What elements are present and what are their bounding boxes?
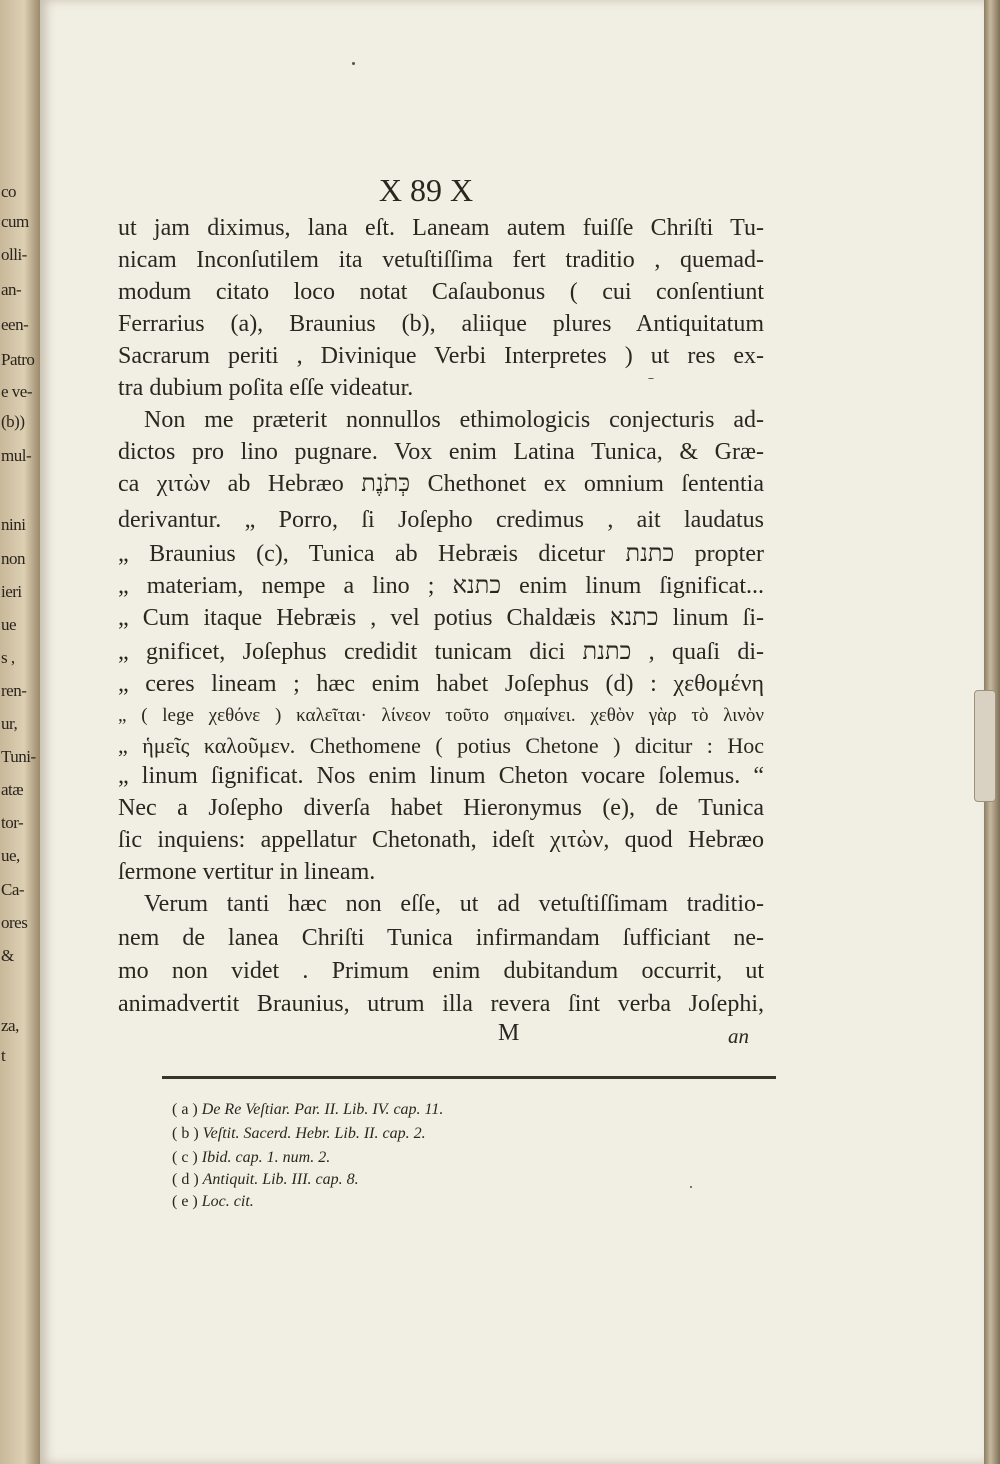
text-line: „ gnificet, Joſephus credidit tunicam dici כתנת , quaſi di- [118, 639, 764, 665]
left-fragment: t [1, 1046, 6, 1065]
text-line: derivantur. „ Porro, ſi Joſepho credimus , ait laudatus [118, 507, 764, 533]
left-fragment: ieri [1, 582, 22, 601]
text-line: „ materiam, nempe a lino ; כתנא enim linum ſignificat... [118, 573, 764, 599]
text-line: ca χιτὼν ab Hebræo כְּתֹנֶת Chethonet ex omnium ſententia [118, 471, 764, 497]
catchword: an [728, 1024, 749, 1048]
footnote [172, 1170, 732, 1190]
left-fragment: an- [1, 280, 22, 299]
footnote-mark: ( b ) [172, 1125, 199, 1142]
adjacent-page-edge [0, 0, 40, 1464]
footnote [172, 1124, 732, 1144]
text-line: „ Cum itaque Hebræis , vel potius Chaldæis כתנא linum ſi- [118, 605, 764, 631]
footnote-text: Ibid. cap. 1. num. 2. [201, 1149, 331, 1166]
left-fragment: ores [1, 913, 28, 932]
footnote-rule [162, 1076, 776, 1079]
left-fragment: Patro [1, 350, 35, 369]
text-line: ut jam diximus, lana eſt. Laneam autem fuiſſe Chriſti Tu- [118, 215, 764, 241]
footnote-text: De Re Veſtiar. Par. II. Lib. IV. cap. 11. [201, 1101, 444, 1118]
text-line: Nec a Joſepho diverſa habet Hieronymus (e), de Tunica [118, 795, 764, 821]
left-fragment: (b)) [1, 412, 25, 431]
left-fragment: olli- [1, 245, 27, 264]
footnote-mark: ( a ) [172, 1101, 198, 1118]
left-fragment: Tuni- [1, 747, 36, 766]
text-line: Ferrarius (a), Braunius (b), aliique plures Antiquitatum [118, 311, 764, 337]
ink-speck [352, 62, 355, 65]
left-fragment: e ve- [1, 382, 33, 401]
left-fragment: co [1, 182, 17, 201]
text-line: Sacrarum periti , Divinique Verbi Interpretes ) ut res ex- [118, 343, 764, 369]
footnote [172, 1100, 732, 1120]
book-page [40, 0, 984, 1464]
footnote-text: Veſtit. Sacerd. Hebr. Lib. II. cap. 2. [202, 1125, 426, 1142]
text-line: tra dubium poſita eſſe videatur. [118, 375, 414, 401]
text-line: nem de lanea Chriſti Tunica infirmandam ſufficiant ne- [118, 925, 764, 951]
left-fragment: Ca- [1, 880, 25, 899]
left-fragment: tor- [1, 813, 24, 832]
text-line: „ ἡμεῖς καλοῦμεν. Chethomene ( potius Chetone ) dicitur : Hoc [118, 733, 764, 758]
left-fragment: za, [1, 1016, 19, 1035]
footnote-mark: ( e ) [172, 1193, 198, 1210]
left-fragment: nini [1, 515, 26, 534]
left-fragment: een- [1, 315, 29, 334]
text-line: dictos pro lino pugnare. Vox enim Latina Tunica, & Græ- [118, 439, 764, 465]
text-line: Non me præterit nonnullos ethimologicis conjecturis ad- [144, 407, 764, 433]
footnote [172, 1192, 732, 1212]
text-line: „ ( lege χεθόνε ) καλεῖται· λίνεον τοῦτο σημαίνει. χεθὸν γὰρ τὸ λινὸν [118, 705, 764, 726]
footnote-mark: ( c ) [172, 1149, 198, 1166]
text-line: „ ceres lineam ; hæc enim habet Joſephus (d) : χεθομένη [118, 671, 764, 697]
text-line: „ linum ſignificat. Nos enim linum Cheton vocare ſolemus. “ [118, 763, 764, 789]
page-clip [974, 690, 996, 802]
footnote-text: Antiquit. Lib. III. cap. 8. [202, 1171, 359, 1188]
signature-mark: M [498, 1020, 520, 1046]
text-line: modum citato loco notat Caſaubonus ( cui conſentiunt [118, 279, 764, 305]
text-line: ſermone vertitur in lineam. [118, 859, 376, 885]
left-fragment: ur, [1, 714, 18, 733]
left-fragment: non [1, 549, 25, 568]
text-line: Verum tanti hæc non eſſe, ut ad vetuſtiſſimam traditio- [144, 891, 764, 917]
left-fragment: atæ [1, 780, 24, 799]
text-line: nicam Inconſutilem ita vetuſtiſſima fert traditio , quemad- [118, 247, 764, 273]
left-fragment: & [1, 946, 14, 965]
left-fragment: cum [1, 212, 29, 231]
text-line: ſic inquiens: appellatur Chetonath, ideſt χιτὼν, quod Hebræo [118, 827, 764, 853]
footnote-text: Loc. cit. [201, 1193, 254, 1210]
page-number: X 89 X [378, 172, 474, 208]
text-line: animadvertit Braunius, utrum illa revera ſint verba Joſephi, [118, 991, 764, 1017]
left-fragment: mul- [1, 446, 32, 465]
text-line: mo non videt . Primum enim dubitandum occurrit, ut [118, 958, 764, 984]
left-fragment: ren- [1, 681, 27, 700]
text-line: „ Braunius (c), Tunica ab Hebræis dicetur כתנת propter [118, 541, 764, 567]
left-fragment: s , [1, 648, 15, 667]
footnote-mark: ( d ) [172, 1171, 199, 1188]
footnote [172, 1148, 732, 1168]
left-fragment: ue, [1, 846, 20, 865]
left-fragment: ue [1, 615, 17, 634]
